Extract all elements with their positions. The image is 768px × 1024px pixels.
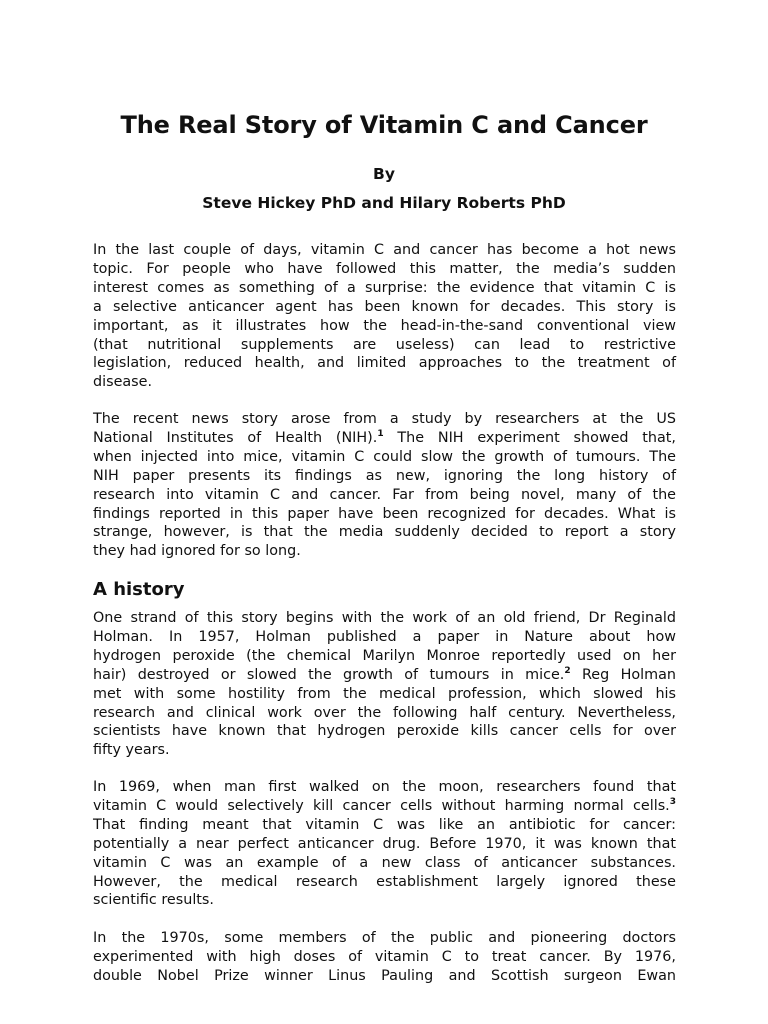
- byline-label: By: [373, 165, 395, 183]
- text-segment: National Institutes of Health (NIH).: [93, 429, 378, 446]
- paragraph-intro: [93, 241, 676, 392]
- text-line: experimented with high doses of vitamin C to treat cancer. By 1976,: [93, 948, 676, 965]
- text-line: However, the medical research establishment largely ignored these: [93, 873, 676, 890]
- footnote-marker: 2: [564, 665, 571, 676]
- paragraph-1970s: [93, 929, 676, 986]
- text-line: strange, however, is that the media suddenly decided to report a story: [93, 524, 676, 541]
- text-line: NIH paper presents its findings as new, ignoring the long history of: [93, 467, 676, 484]
- text-line: double Nobel Prize winner Linus Pauling and Scottish surgeon Ewan: [93, 967, 676, 984]
- text-segment: hair) destroyed or slowed the growth of tumours in mice.: [93, 666, 565, 683]
- text-line: findings reported in this paper have been recognized for decades. What is: [93, 505, 676, 522]
- text-line-with-footnote: [93, 666, 676, 685]
- text-line: (that nutritional supplements are useless) can lead to restrictive: [93, 336, 676, 353]
- text-line: In 1969, when man first walked on the moon, researchers found that: [93, 779, 676, 795]
- footnote-marker: 1: [377, 428, 384, 439]
- text-line: That finding meant that vitamin C was like an antibiotic for cancer:: [93, 816, 676, 833]
- text-segment: vitamin C would selectively kill cancer cells without harming normal cells.: [93, 797, 670, 814]
- text-line: disease.: [93, 374, 153, 391]
- text-line: vitamin C was an example of a new class of anticancer substances.: [93, 854, 676, 871]
- text-line: In the last couple of days, vitamin C and cancer has become a hot news: [93, 242, 676, 258]
- text-line-with-footnote: [93, 797, 676, 816]
- text-line: when injected into mice, vitamin C could slow the growth of tumours. The: [93, 448, 676, 465]
- text-line: Holman. In 1957, Holman published a paper in Nature about how: [93, 628, 676, 645]
- text-line: research and clinical work over the following half century. Nevertheless,: [93, 704, 676, 721]
- text-line: legislation, reduced health, and limited approaches to the treatment of: [93, 355, 676, 372]
- paragraph-news-story: [93, 410, 676, 561]
- text-line: they had ignored for so long.: [93, 543, 301, 560]
- text-line: scientists have known that hydrogen peroxide kills cancer cells for over: [93, 723, 676, 740]
- text-line: a selective anticancer agent has been known for decades. This story is: [93, 298, 676, 315]
- text-line: met with some hostility from the medical profession, which slowed his: [93, 685, 676, 702]
- paragraph-holman: [93, 609, 676, 760]
- text-line-with-footnote: [93, 429, 676, 448]
- text-line: hydrogen peroxide (the chemical Marilyn Monroe reportedly used on her: [93, 647, 676, 664]
- text-segment: The NIH experiment showed that,: [383, 429, 676, 446]
- text-line: scientific results.: [93, 892, 214, 909]
- text-line: important, as it illustrates how the head-in-the-sand conventional view: [93, 317, 676, 334]
- text-line: topic. For people who have followed this matter, the media’s sudden: [93, 260, 676, 277]
- text-line: In the 1970s, some members of the public and pioneering doctors: [93, 930, 676, 946]
- authors: Steve Hickey PhD and Hilary Roberts PhD: [202, 194, 566, 212]
- text-line: research into vitamin C and cancer. Far from being novel, many of the: [93, 486, 676, 503]
- text-line: interest comes as something of a surprise: the evidence that vitamin C is: [93, 279, 676, 296]
- text-line: The recent news story arose from a study by researchers at the US: [93, 411, 676, 427]
- paragraph-1969: [93, 778, 676, 910]
- text-segment: Reg Holman: [570, 666, 676, 683]
- document-title: The Real Story of Vitamin C and Cancer: [120, 111, 648, 139]
- footnote-marker: 3: [669, 796, 676, 807]
- text-line: One strand of this story begins with the work of an old friend, Dr Reginald: [93, 610, 676, 626]
- text-line: potentially a near perfect anticancer drug. Before 1970, it was known that: [93, 835, 676, 852]
- text-line: fifty years.: [93, 742, 170, 759]
- section-heading: A history: [93, 579, 185, 600]
